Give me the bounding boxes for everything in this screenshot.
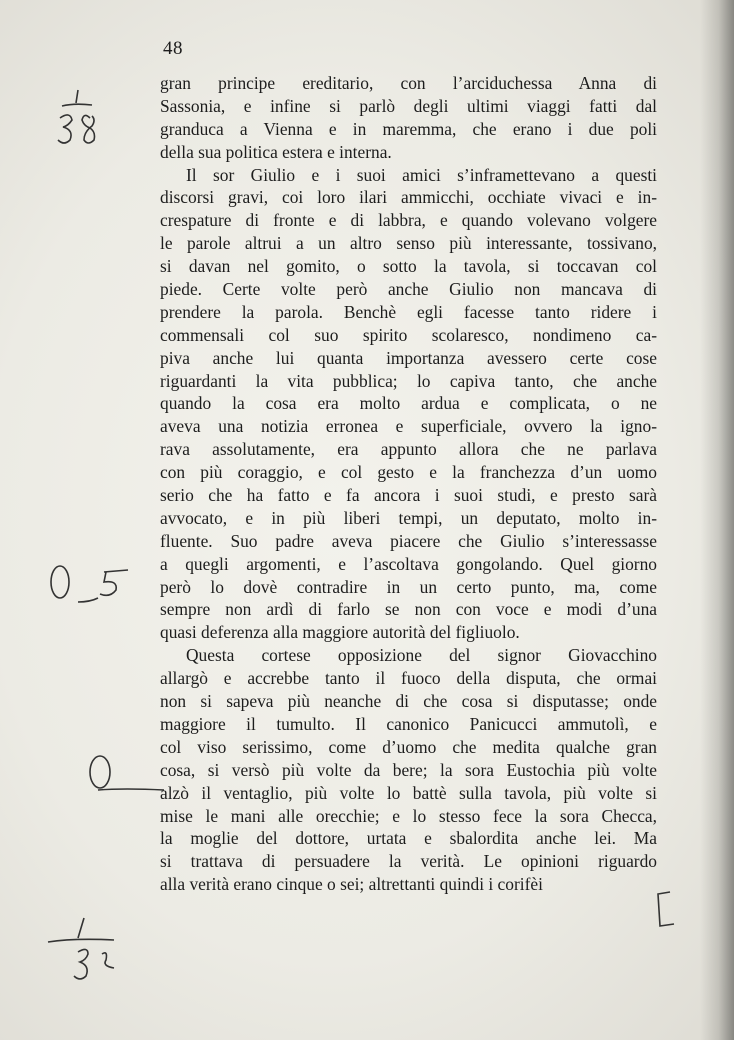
text-line: a quegli argomenti, e l’ascoltava gongolando. Quel giorno [160, 553, 657, 574]
text-line: non si sapeva più neanche di che cosa si disputasse; onde [160, 691, 657, 712]
text-line: alzò il ventaglio, più volte lo battè sulla tavola, più volte si [160, 782, 657, 803]
text-line: cosa, si versò più volte da bere; la sora Eustochia più volte [160, 759, 657, 780]
text-line: crespature di fronte e di labbra, e quando volevano volgere [160, 210, 657, 231]
page-number: 48 [163, 38, 183, 59]
text-line: si trattava di persuadere la verità. Le opinioni riguardo [160, 851, 657, 872]
page-edge-shadow [700, 0, 734, 1040]
pencil-mark-icon [54, 110, 106, 148]
margin-note-6 [652, 888, 682, 932]
margin-note-3 [44, 560, 154, 608]
text-line: alla verità erano cinque o sei; altrettanti quindi i corifèi [160, 874, 543, 895]
pencil-mark-icon [44, 560, 154, 608]
pencil-mark-icon [84, 752, 194, 800]
text-line: con più coraggio, e col gesto e la franchezza d’un uomo [160, 462, 657, 483]
text-line: della sua politica estera e interna. [160, 141, 392, 162]
text-line: gran principe ereditario, con l’arciduchessa Anna di [160, 73, 657, 93]
text-line: sempre non ardì di farlo se non con voce e modi d’una [160, 599, 657, 620]
text-line: rava assolutamente, era appunto allora che ne parlava [160, 439, 657, 460]
text-line: si davan nel gomito, o sotto la tavola, si toccavan col [160, 256, 657, 277]
text-line: mise le mani alle orecchie; e lo stesso fece la sora Checca, [160, 805, 657, 826]
text-line: aveva una notizia erronea e superficiale, ovvero la igno- [160, 416, 657, 437]
text-line: Questa cortese opposizione del signor Giovacchino [186, 645, 657, 666]
pencil-mark-icon [56, 88, 96, 110]
margin-note-1 [56, 88, 96, 110]
text-line: piva anche lui quanta importanza avessero certe cose [160, 347, 657, 368]
text-line: le parole altrui a un altro senso più interessante, tossivano, [160, 233, 657, 254]
margin-note-4 [84, 752, 194, 800]
text-line: fluente. Suo padre aveva piacere che Giulio s’interessasse [160, 530, 657, 551]
bracket-mark-icon [652, 888, 682, 932]
text-line: commensali col suo spirito scolaresco, nondimeno ca- [160, 324, 657, 345]
text-line: prendere la parola. Benchè egli facesse tanto ridere i [160, 301, 657, 322]
text-line: quando la cosa era molto ardua e complicata, o ne [160, 393, 657, 414]
text-line: discorsi gravi, coi loro ilari ammicchi, occhiate vivaci e in- [160, 187, 657, 208]
margin-note-2 [54, 110, 106, 148]
text-line: avvocato, e in più liberi tempi, un deputato, molto in- [160, 507, 657, 528]
margin-note-5 [44, 912, 134, 992]
text-line: serio che ha fatto e fa ancora i suoi studi, e presto sarà [160, 485, 657, 506]
text-line: maggiore il tumulto. Il canonico Panicucci ammutolì, e [160, 713, 657, 734]
text-line: la moglie del dottore, urtata e sbalordita anche lei. Ma [160, 828, 657, 849]
text-line: piede. Certe volte però anche Giulio non mancava di [160, 279, 657, 300]
text-line: Il sor Giulio e i suoi amici s’inframettevano a questi [186, 164, 657, 185]
text-line: però lo dovè contradire in un certo punto, ma, come [160, 576, 657, 597]
text-line: quasi deferenza alla maggiore autorità del figliuolo. [160, 622, 520, 643]
text-line: allargò e accrebbe tanto il fuoco della disputa, che ormai [160, 668, 657, 689]
text-line: Sassonia, e infine si parlò degli ultimi viaggi fatti dal [160, 95, 657, 116]
text-line: col viso serissimo, come d’uomo che medita qualche gran [160, 736, 657, 757]
text-line: riguardanti la vita pubblica; lo capiva tanto, che anche [160, 370, 657, 391]
text-line: granduca a Vienna e in maremma, che erano i due poli [160, 118, 657, 139]
pencil-mark-icon [44, 912, 134, 992]
body-text [160, 72, 657, 896]
